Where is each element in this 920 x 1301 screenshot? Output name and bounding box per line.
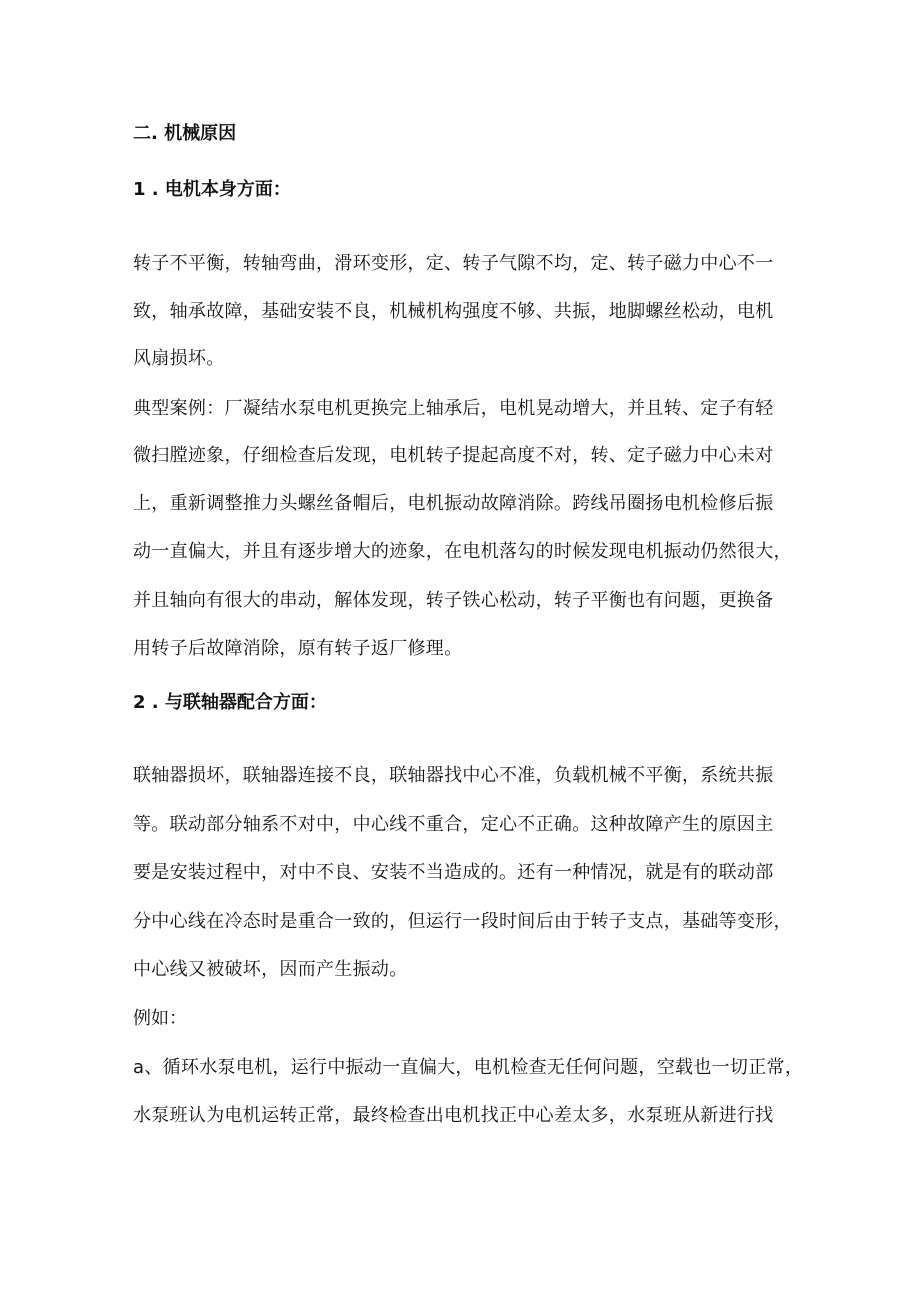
subsection-2-title: 2 . 与联轴器配合方面： — [133, 692, 327, 713]
paragraph-line: 风扇损坏。 — [133, 348, 225, 369]
example-line: 水泵班认为电机运转正常，最终检查出电机找正中心差太多，水泵班从新进行找 — [133, 1105, 774, 1126]
case-line: 并且轴向有很大的串动，解体发现，转子铁心松动，转子平衡也有问题，更换备 — [133, 590, 774, 611]
case-line: 动一直偏大，并且有逐步增大的迹象，在电机落勾的时候发现电机振动仍然很大， — [133, 541, 792, 562]
section-title: 二. 机械原因 — [133, 123, 237, 144]
paragraph-line: 转子不平衡，转轴弯曲，滑环变形，定、转子气隙不均，定、转子磁力中心不一 — [133, 253, 774, 274]
example-label: 例如： — [133, 1008, 187, 1029]
paragraph-line: 要是安装过程中，对中不良、安装不当造成的。还有一种情况，就是有的联动部 — [133, 862, 774, 883]
case-line: 上，重新调整推力头螺丝备帽后，电机振动故障消除。跨线吊圈扬电机检修后振 — [133, 493, 774, 514]
case-line: 微扫膛迹象，仔细检查后发现，电机转子提起高度不对，转、定子磁力中心未对 — [133, 445, 774, 466]
example-line: a、循环水泵电机，运行中振动一直偏大，电机检查无任何问题，空载也一切正常， — [133, 1057, 804, 1078]
paragraph-line: 联轴器损坏，联轴器连接不良，联轴器找中心不准，负载机械不平衡，系统共振 — [133, 765, 774, 786]
subsection-1-title: 1 . 电机本身方面： — [133, 179, 291, 200]
paragraph-line: 中心线又被破坏，因而产生振动。 — [133, 959, 408, 980]
paragraph-line: 分中心线在冷态时是重合一致的，但运行一段时间后由于转子支点，基础等变形， — [133, 911, 792, 932]
paragraph-line: 致，轴承故障，基础安装不良，机械机构强度不够、共振，地脚螺丝松动，电机 — [133, 301, 774, 322]
case-line: 用转子后故障消除，原有转子返厂修理。 — [133, 638, 463, 659]
case-line: 典型案例：厂凝结水泵电机更换完上轴承后，电机晃动增大，并且转、定子有轻 — [133, 398, 774, 419]
paragraph-line: 等。联动部分轴系不对中，中心线不重合，定心不正确。这种故障产生的原因主 — [133, 814, 774, 835]
